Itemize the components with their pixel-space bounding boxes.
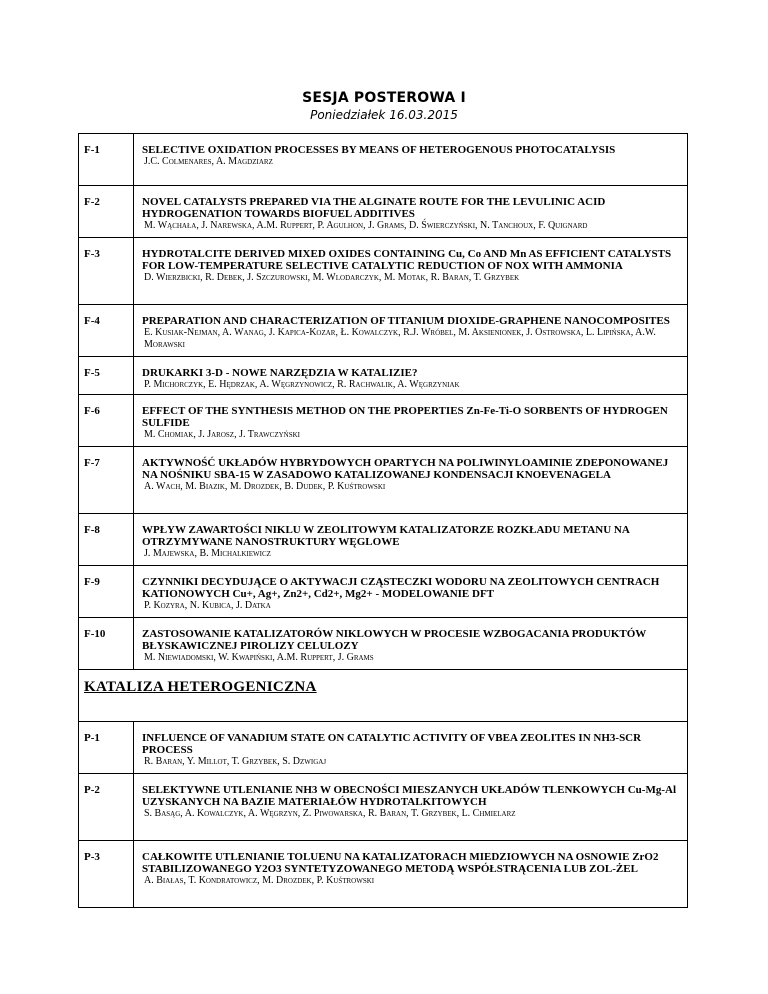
poster-entry (134, 566, 688, 618)
table-row (79, 395, 688, 447)
poster-authors: P. Kozyra, N. Kubica, J. Datka (144, 600, 271, 611)
section-cell (79, 670, 688, 722)
poster-code: F-1 (79, 134, 134, 186)
poster-entry (134, 722, 688, 774)
poster-entry (134, 447, 688, 514)
poster-entry (134, 395, 688, 447)
poster-entry (134, 618, 688, 670)
poster-code: F-3 (79, 238, 134, 305)
poster-title: EFFECT OF THE SYNTHESIS METHOD ON THE PROPERTIES Zn-Fe-Ti-O SORBENTS OF HYDROGEN SULFIDE (142, 405, 668, 429)
poster-authors: D. Wierzbicki, R. Debek, J. Szczurowski, M. Wlodarczyk, M. Motak, R. Baran, T. Grzybek (144, 272, 520, 283)
section-row (79, 670, 688, 722)
poster-code: F-6 (79, 395, 134, 447)
poster-code: P-3 (79, 841, 134, 908)
table-row (79, 841, 688, 908)
table-row (79, 774, 688, 841)
poster-entry (134, 186, 688, 238)
poster-authors: A. Wach, M. Biazik, M. Drozdek, B. Dudek, P. Kuśtrowski (144, 481, 386, 492)
table-row (79, 722, 688, 774)
poster-entry (134, 774, 688, 841)
poster-code: F-5 (79, 357, 134, 395)
poster-entry (134, 514, 688, 566)
table-row (79, 305, 688, 357)
poster-title: ZASTOSOWANIE KATALIZATORÓW NIKLOWYCH W PROCESIE WZBOGACANIA PRODUKTÓW BŁYSKAWICZNEJ PIROLIZY CELULOZY (142, 628, 647, 652)
poster-authors: S. Basąg, A. Kowalczyk, A. Węgrzyn, Z. Piwowarska, R. Baran, T. Grzybek, L. Chmielarz (144, 808, 516, 819)
poster-code: F-4 (79, 305, 134, 357)
poster-authors: M. Wąchała, J. Narewska, A.M. Ruppert, P. Agulhon, J. Grams, D. Świerczyński, N. Tanchoux, F. Quignard (144, 220, 588, 231)
poster-code: P-1 (79, 722, 134, 774)
poster-code: F-8 (79, 514, 134, 566)
poster-authors: J. Majewska, B. Michalkiewicz (144, 548, 271, 559)
poster-authors: M. Niewiadomski, W. Kwapiński, A.M. Ruppert, J. Grams (144, 652, 374, 663)
poster-authors: A. Białas, T. Kondratowicz, M. Drozdek, P. Kuśtrowski (144, 875, 375, 886)
page-title: SESJA POSTEROWA I (302, 90, 466, 106)
poster-code: F-7 (79, 447, 134, 514)
table-row (79, 134, 688, 186)
table-row (79, 618, 688, 670)
table-row (79, 447, 688, 514)
table-row (79, 186, 688, 238)
poster-title: CZYNNIKI DECYDUJĄCE O AKTYWACJI CZĄSTECZKI WODORU NA ZEOLITOWYCH CENTRACH KATIONOWYCH Cu+, Ag+, Zn2+, Cd2+, Mg2+ - MODELOWANIE DFT (142, 576, 660, 600)
poster-title: DRUKARKI 3-D - NOWE NARZĘDZIA W KATALIZIE? (142, 367, 418, 379)
poster-authors: M. Chomiak, J. Jarosz, J. Trawczyński (144, 429, 300, 440)
poster-title: INFLUENCE OF VANADIUM STATE ON CATALYTIC ACTIVITY OF VBEA ZEOLITES IN NH3-SCR PROCESS (142, 732, 642, 756)
poster-entry (134, 134, 688, 186)
poster-title: NOVEL CATALYSTS PREPARED VIA THE ALGINATE ROUTE FOR THE LEVULINIC ACID HYDROGENATION TOWARDS BIOFUEL ADDITIVES (142, 196, 606, 220)
poster-title: SELECTIVE OXIDATION PROCESSES BY MEANS OF HETEROGENOUS PHOTOCATALYSIS (142, 144, 616, 156)
poster-authors: E. Kusiak-Nejman, A. Wanag, J. Kapica-Kozar, Ł. Kowalczyk, R.J. Wróbel, M. Aksienionek, J. Ostrowska, L. Lipińska, A.W. Morawski (144, 327, 656, 350)
poster-code: P-2 (79, 774, 134, 841)
table-row (79, 357, 688, 395)
poster-title: CAŁKOWITE UTLENIANIE TOLUENU NA KATALIZATORACH MIEDZIOWYCH NA OSNOWIE ZrO2 STABILIZOWANEGO Y2O3 SYNTETYZOWANEGO METODĄ WSPÓŁSTRĄCENIA LUB ZOL-ŻEL (142, 851, 659, 875)
poster-entry (134, 238, 688, 305)
table-row (79, 238, 688, 305)
table-row (79, 514, 688, 566)
poster-title: HYDROTALCITE DERIVED MIXED OXIDES CONTAINING Cu, Co AND Mn AS EFFICIENT CATALYSTS FOR LOW-TEMPERATURE SELECTIVE CATALYTIC REDUCTION OF NOX WITH AMMONIA (142, 248, 672, 272)
session-date: Poniedziałek 16.03.2015 (310, 108, 458, 122)
poster-entry (134, 357, 688, 395)
poster-code: F-2 (79, 186, 134, 238)
poster-title: SELEKTYWNE UTLENIANIE NH3 W OBECNOŚCI MIESZANYCH UKŁADÓW TLENKOWYCH Cu-Mg-Al UZYSKANYCH NA BAZIE MATERIAŁÓW HYDROTALKITOWYCH (142, 784, 676, 808)
poster-authors: P. Michorczyk, E. Hędrzak, A. Węgrzynowicz, R. Rachwalik, A. Węgrzyniak (144, 379, 460, 390)
poster-authors: J.C. Colmenares, A. Magdziarz (144, 156, 273, 167)
poster-entry (134, 841, 688, 908)
poster-title: AKTYWNOŚĆ UKŁADÓW HYBRYDOWYCH OPARTYCH NA POLIWINYLOAMINIE ZDEPONOWANEJ NA NOŚNIKU SBA-15 W ZASADOWO KATALIZOWANEJ KONDENSACJI KNOEVENAGELA (142, 457, 669, 481)
poster-title: PREPARATION AND CHARACTERIZATION OF TITANIUM DIOXIDE-GRAPHENE NANOCOMPOSITES (142, 315, 670, 327)
poster-table (78, 133, 688, 908)
section-title: KATALIZA HETEROGENICZNA (84, 679, 317, 695)
poster-title: WPŁYW ZAWARTOŚCI NIKLU W ZEOLITOWYM KATALIZATORZE ROZKŁADU METANU NA OTRZYMYWANE NANOSTRUKTURY WĘGLOWE (142, 524, 630, 548)
poster-authors: R. Baran, Y. Millot, T. Grzybek, S. Dzwigaj (144, 756, 327, 767)
table-row (79, 566, 688, 618)
poster-code: F-9 (79, 566, 134, 618)
poster-entry (134, 305, 688, 357)
poster-code: F-10 (79, 618, 134, 670)
